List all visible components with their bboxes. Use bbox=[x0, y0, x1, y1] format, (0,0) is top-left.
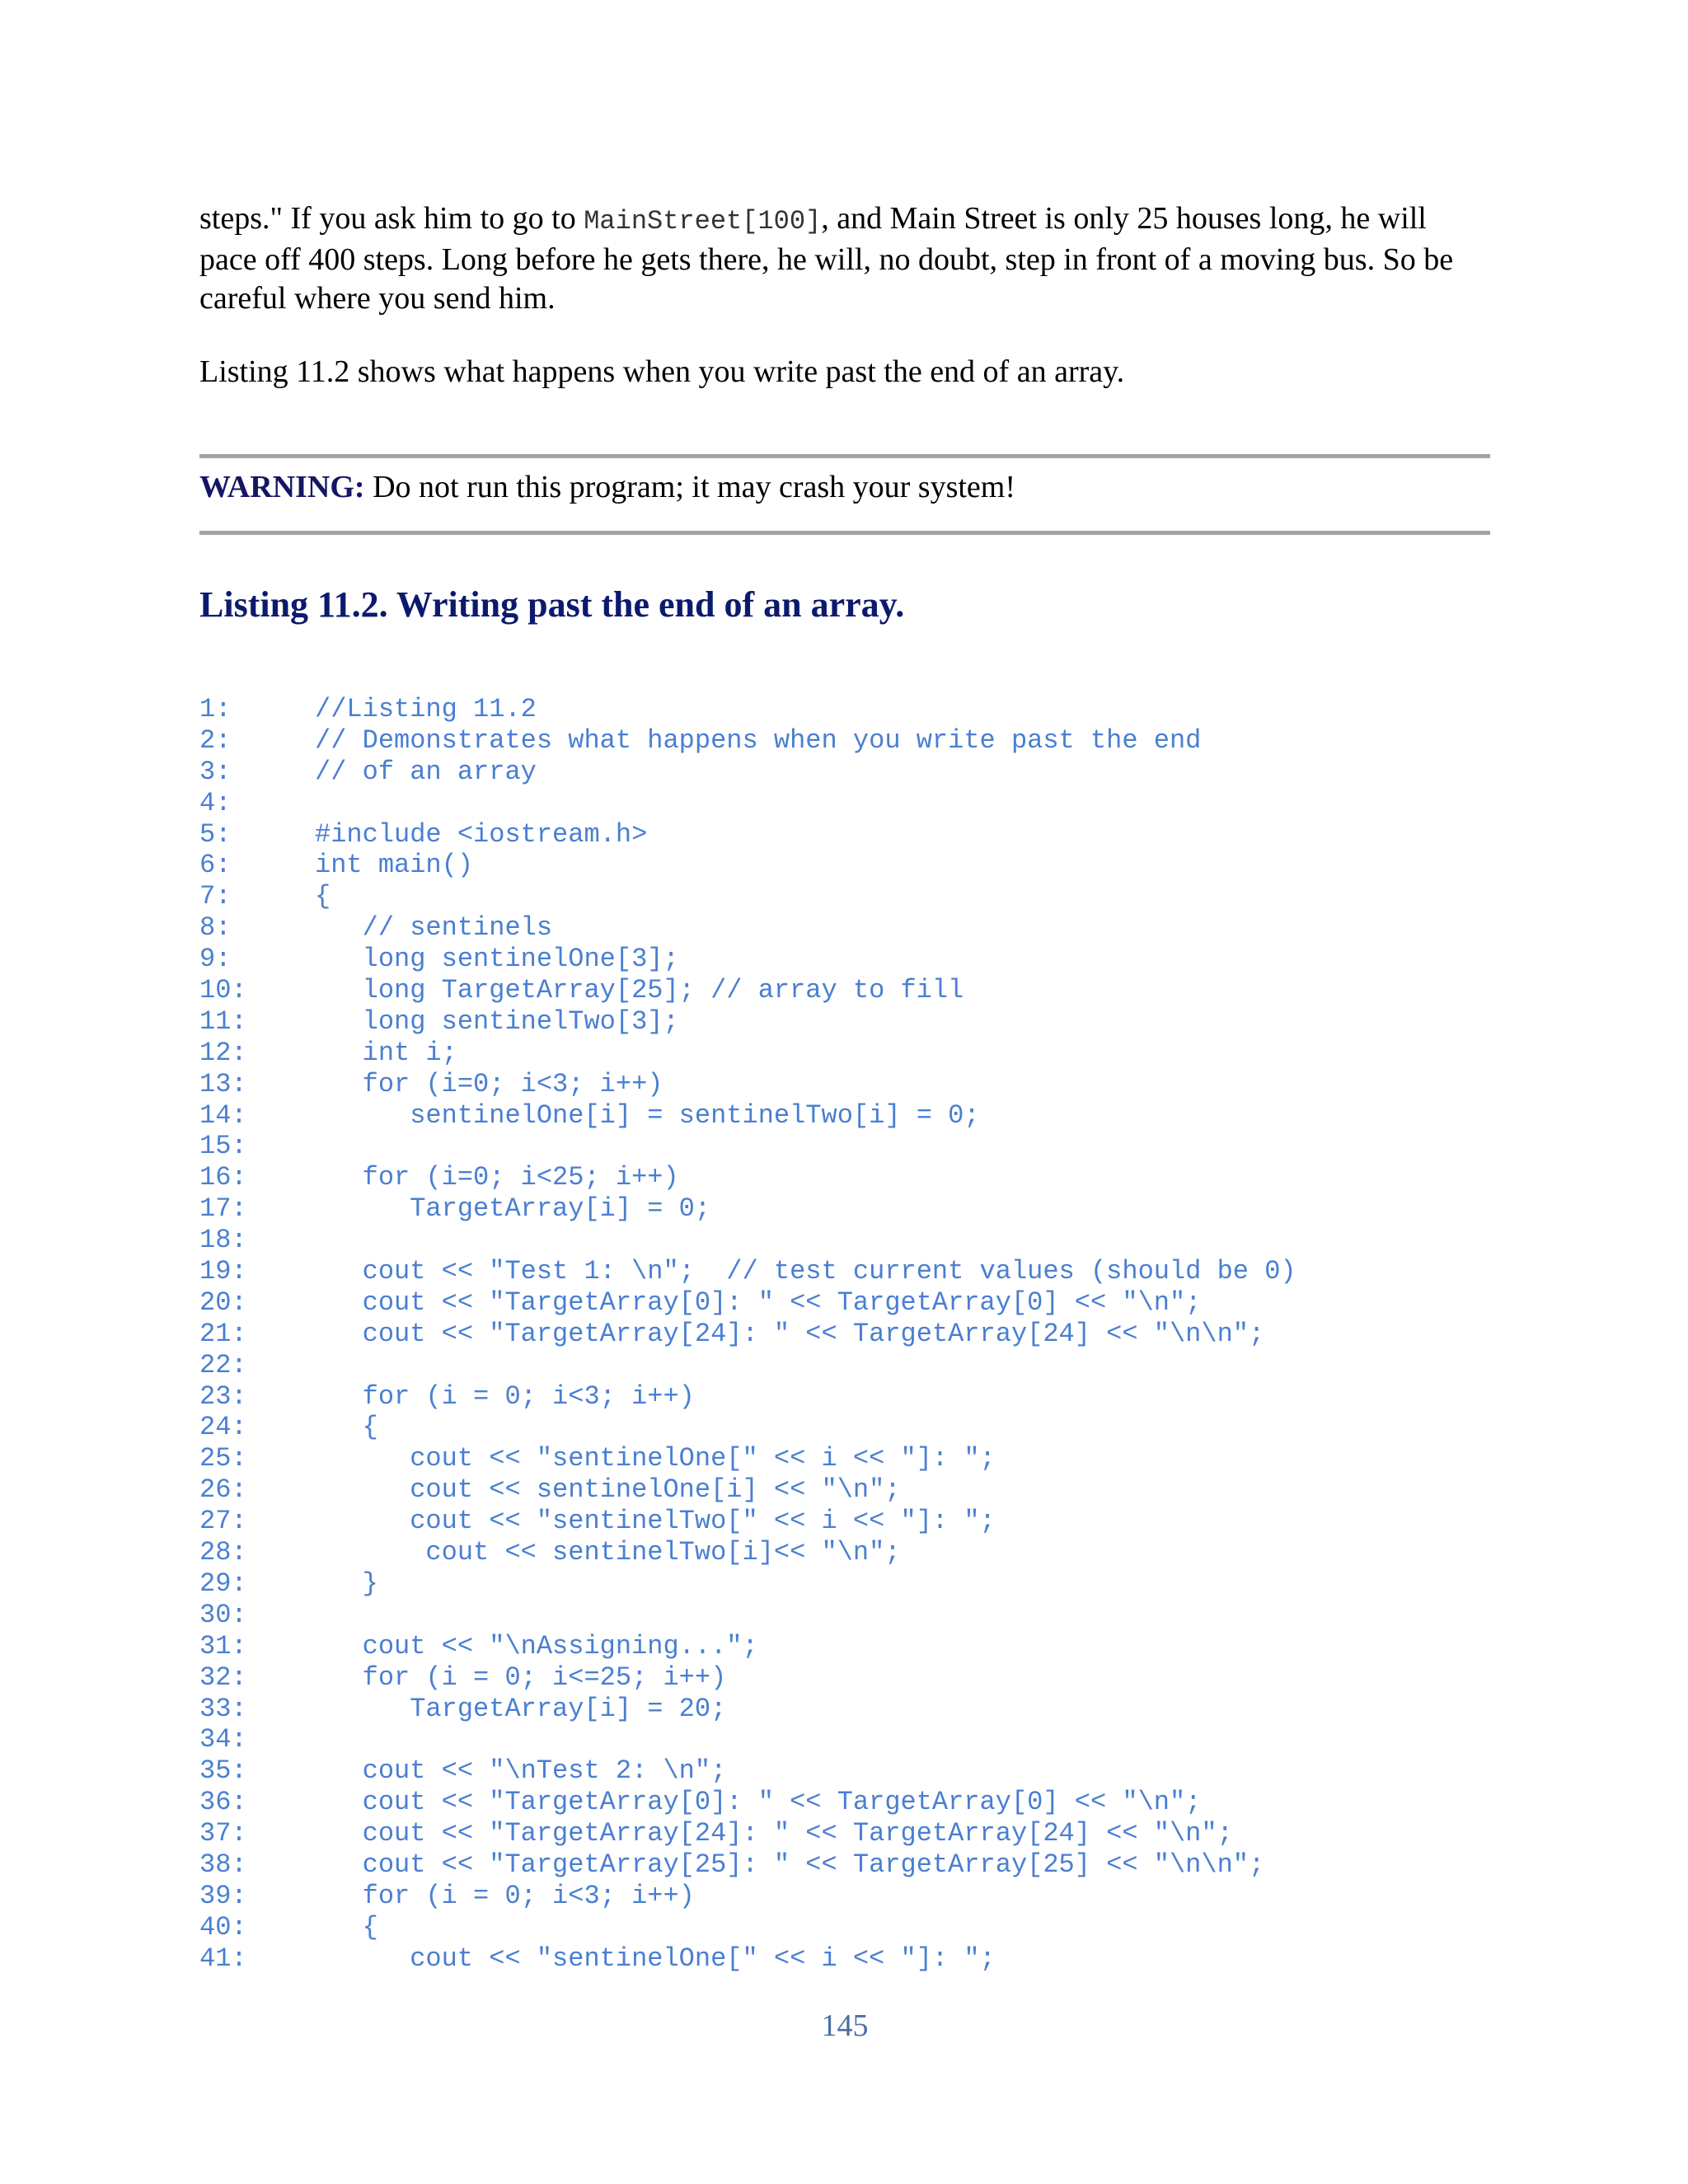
line-number: 26: bbox=[199, 1474, 247, 1506]
code-line bbox=[199, 757, 1296, 788]
line-code: // sentinels bbox=[315, 912, 553, 944]
line-code: TargetArray[i] = 0; bbox=[315, 1193, 711, 1225]
listing-heading: Listing 11.2. Writing past the end of an array. bbox=[199, 584, 905, 625]
line-code: #include <iostream.h> bbox=[315, 818, 648, 850]
line-code: cout << "TargetArray[0]: " << TargetArray[0] << "\n"; bbox=[315, 1787, 1202, 1818]
warning-bottom-rule bbox=[199, 531, 1490, 535]
line-number: 12: bbox=[199, 1037, 247, 1068]
code-line bbox=[199, 1069, 1296, 1100]
code-line bbox=[199, 1006, 1296, 1038]
code-line bbox=[199, 788, 1296, 819]
line-code: cout << "\nAssigning..."; bbox=[315, 1630, 758, 1661]
line-code: cout << "\nTest 2: \n"; bbox=[315, 1755, 727, 1787]
page-number: 145 bbox=[821, 2008, 869, 2043]
warning-label: WARNING: bbox=[199, 470, 365, 504]
line-number: 9: bbox=[199, 944, 232, 975]
line-number: 21: bbox=[199, 1318, 247, 1349]
intro-paragraph bbox=[199, 199, 1490, 318]
line-code: for (i=0; i<25; i++) bbox=[315, 1162, 679, 1193]
code-line bbox=[199, 1225, 1296, 1256]
line-number: 32: bbox=[199, 1661, 247, 1693]
code-line bbox=[199, 850, 1296, 881]
code-line bbox=[199, 1943, 1296, 1975]
line-number: 25: bbox=[199, 1443, 247, 1474]
line-number: 1: bbox=[199, 694, 232, 724]
line-number: 17: bbox=[199, 1193, 247, 1225]
code-line bbox=[199, 1694, 1296, 1725]
line-number: 3: bbox=[199, 756, 232, 787]
line-code: { bbox=[315, 1412, 378, 1443]
line-code: for (i = 0; i<3; i++) bbox=[315, 1380, 695, 1412]
intro-text-before: steps." If you ask him to go to bbox=[199, 201, 584, 236]
warning-text: Do not run this program; it may crash your system! bbox=[364, 470, 1015, 504]
line-code: cout << "TargetArray[24]: " << TargetArray[24] << "\n\n"; bbox=[315, 1318, 1265, 1349]
line-number: 18: bbox=[199, 1225, 247, 1256]
line-code: sentinelOne[i] = sentinelTwo[i] = 0; bbox=[315, 1099, 980, 1131]
line-number: 36: bbox=[199, 1787, 247, 1818]
line-number: 22: bbox=[199, 1349, 247, 1380]
line-number: 5: bbox=[199, 818, 232, 850]
line-code: long sentinelTwo[3]; bbox=[315, 1005, 679, 1037]
code-line bbox=[199, 1787, 1296, 1818]
code-line bbox=[199, 1912, 1296, 1943]
line-number: 37: bbox=[199, 1818, 247, 1849]
line-number: 2: bbox=[199, 724, 232, 756]
line-number: 19: bbox=[199, 1256, 247, 1287]
line-number: 7: bbox=[199, 881, 232, 912]
line-code: cout << "TargetArray[24]: " << TargetArray[24] << "\n"; bbox=[315, 1818, 1233, 1849]
line-code: int i; bbox=[315, 1037, 457, 1068]
line-number: 33: bbox=[199, 1693, 247, 1724]
code-line bbox=[199, 1818, 1296, 1849]
line-number: 11: bbox=[199, 1005, 247, 1037]
line-code: long sentinelOne[3]; bbox=[315, 944, 679, 975]
code-line bbox=[199, 1755, 1296, 1787]
line-code: // Demonstrates what happens when you write past the end bbox=[315, 724, 1202, 756]
code-line bbox=[199, 1724, 1296, 1755]
line-number: 27: bbox=[199, 1506, 247, 1537]
line-number: 30: bbox=[199, 1599, 247, 1630]
code-line bbox=[199, 1319, 1296, 1350]
code-line bbox=[199, 1131, 1296, 1162]
code-line bbox=[199, 1631, 1296, 1662]
line-code: cout << "TargetArray[0]: " << TargetArray[0] << "\n"; bbox=[315, 1286, 1202, 1318]
code-line bbox=[199, 1849, 1296, 1881]
code-line bbox=[199, 1162, 1296, 1193]
code-line bbox=[199, 1038, 1296, 1069]
line-code: for (i = 0; i<3; i++) bbox=[315, 1880, 695, 1911]
line-code: { bbox=[315, 1911, 378, 1943]
line-code: cout << sentinelTwo[i]<< "\n"; bbox=[315, 1537, 901, 1568]
code-line bbox=[199, 1506, 1296, 1537]
line-number: 13: bbox=[199, 1068, 247, 1099]
line-code: cout << "sentinelOne[" << i << "]: "; bbox=[315, 1443, 996, 1474]
line-code: int main() bbox=[315, 850, 474, 881]
line-number: 16: bbox=[199, 1162, 247, 1193]
line-code: // of an array bbox=[315, 756, 537, 787]
line-number: 24: bbox=[199, 1412, 247, 1443]
code-line bbox=[199, 1193, 1296, 1225]
line-number: 39: bbox=[199, 1880, 247, 1911]
line-code: cout << "Test 1: \n"; // test current values (should be 0) bbox=[315, 1256, 1296, 1287]
listing-intro-paragraph: Listing 11.2 shows what happens when you write past the end of an array. bbox=[199, 354, 1125, 389]
line-code: cout << "sentinelTwo[" << i << "]: "; bbox=[315, 1506, 996, 1537]
line-code: cout << "TargetArray[25]: " << TargetArray[25] << "\n\n"; bbox=[315, 1849, 1265, 1880]
code-line bbox=[199, 912, 1296, 944]
code-listing bbox=[199, 694, 1296, 1975]
line-number: 6: bbox=[199, 850, 232, 881]
code-line bbox=[199, 1474, 1296, 1506]
code-line bbox=[199, 1381, 1296, 1413]
code-line bbox=[199, 944, 1296, 975]
line-code: //Listing 11.2 bbox=[315, 694, 537, 724]
line-code: { bbox=[315, 881, 331, 912]
code-line bbox=[199, 725, 1296, 757]
line-code: cout << sentinelOne[i] << "\n"; bbox=[315, 1474, 901, 1506]
code-line bbox=[199, 1100, 1296, 1132]
line-code: TargetArray[i] = 20; bbox=[315, 1693, 727, 1724]
line-number: 29: bbox=[199, 1568, 247, 1599]
code-line bbox=[199, 694, 1296, 725]
code-line bbox=[199, 1881, 1296, 1912]
line-code: long TargetArray[25]; // array to fill bbox=[315, 975, 964, 1006]
line-number: 20: bbox=[199, 1286, 247, 1318]
code-line bbox=[199, 1256, 1296, 1287]
line-number: 31: bbox=[199, 1630, 247, 1661]
line-number: 28: bbox=[199, 1537, 247, 1568]
code-line bbox=[199, 1412, 1296, 1443]
intro-text-after: , and Main Street is only 25 houses long, he will pace off 400 steps. Long before he gets there, he will, no doubt, step in front of a moving bus. So be careful where you send him. bbox=[199, 201, 1454, 316]
code-line bbox=[199, 1287, 1296, 1319]
line-code: } bbox=[315, 1568, 378, 1599]
line-number: 40: bbox=[199, 1911, 247, 1943]
line-number: 8: bbox=[199, 912, 232, 944]
code-line bbox=[199, 975, 1296, 1006]
line-number: 15: bbox=[199, 1131, 247, 1162]
line-number: 38: bbox=[199, 1849, 247, 1880]
line-number: 41: bbox=[199, 1943, 247, 1974]
line-number: 10: bbox=[199, 975, 247, 1006]
code-line bbox=[199, 819, 1296, 851]
line-number: 35: bbox=[199, 1755, 247, 1787]
warning-top-rule bbox=[199, 454, 1490, 458]
line-code: cout << "sentinelOne[" << i << "]: "; bbox=[315, 1943, 996, 1974]
code-line bbox=[199, 1600, 1296, 1631]
line-number: 34: bbox=[199, 1724, 247, 1755]
code-line bbox=[199, 1662, 1296, 1694]
code-line bbox=[199, 881, 1296, 912]
line-number: 4: bbox=[199, 787, 232, 818]
line-number: 23: bbox=[199, 1380, 247, 1412]
code-line bbox=[199, 1537, 1296, 1568]
warning-note bbox=[199, 468, 1015, 507]
code-line bbox=[199, 1568, 1296, 1600]
line-code: for (i = 0; i<=25; i++) bbox=[315, 1661, 727, 1693]
line-number: 14: bbox=[199, 1099, 247, 1131]
inline-code-mainstreet: MainStreet[100] bbox=[584, 206, 822, 237]
code-line bbox=[199, 1443, 1296, 1474]
line-code: for (i=0; i<3; i++) bbox=[315, 1068, 663, 1099]
code-line bbox=[199, 1350, 1296, 1381]
